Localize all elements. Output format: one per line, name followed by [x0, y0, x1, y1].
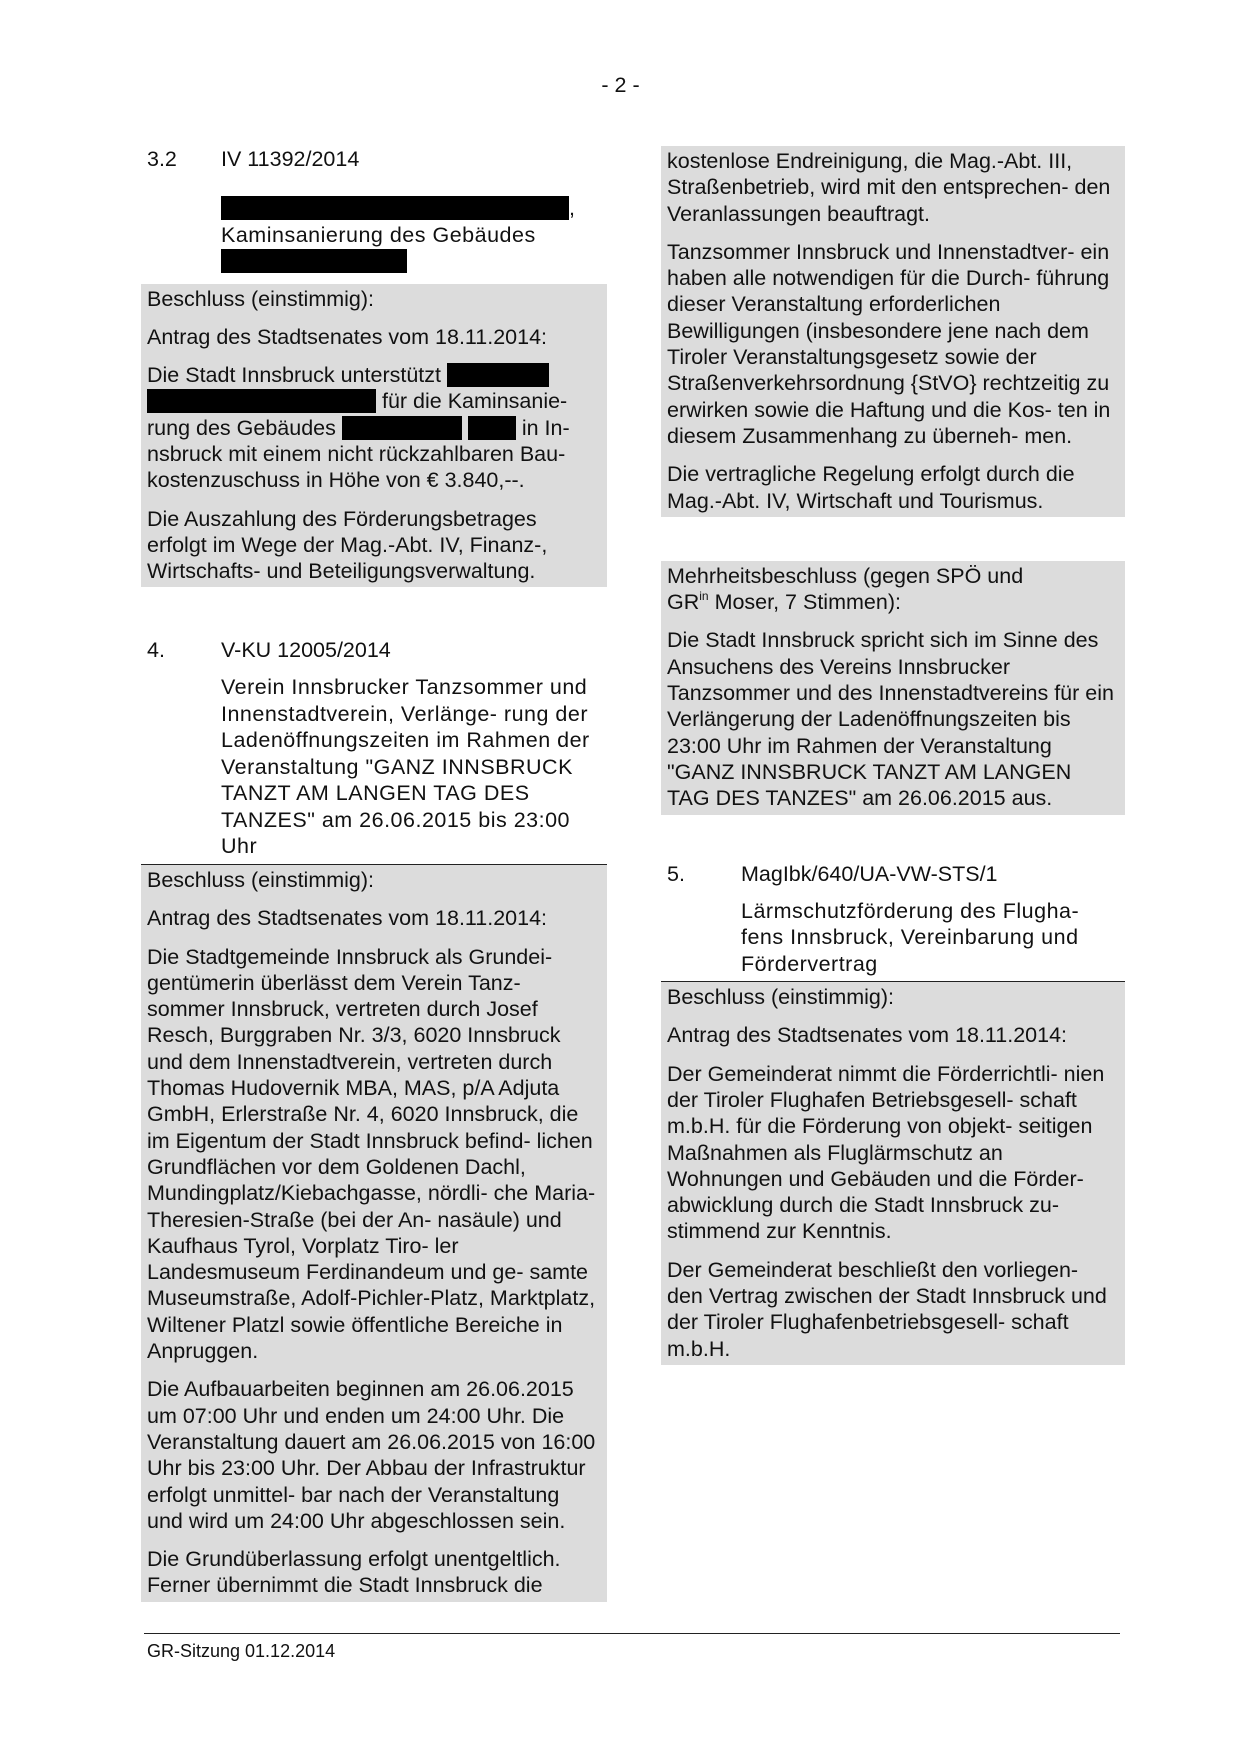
agenda-item-3-2 — [147, 146, 601, 587]
redacted-block — [447, 363, 549, 387]
left-column — [147, 146, 601, 1602]
resolution-paragraph: Die vertragliche Regelung erfolgt durch die Mag.-Abt. IV, Wirtschaft und Tourismus. — [667, 462, 1075, 513]
resolution-paragraph: Die Stadt Innsbruck unterstützt für die Kaminsanie- rung des Gebäudes in In- nsbruck mit einem nicht rückzahlbaren Bau- kostenzuschuss in Höhe von € 3.840,--. — [147, 363, 570, 493]
redacted-block — [147, 389, 376, 413]
item-number: 5. — [667, 861, 685, 886]
agenda-item-5 — [667, 861, 1119, 1365]
resolution-paragraph: Der Gemeinderat beschließt den vorliegen- den Vertrag zwischen der Stadt Innsbruck und der Tiroler Flughafenbetriebsgesell- schaft m.b.H. — [667, 1257, 1107, 1361]
footer-text: GR-Sitzung 01.12.2014 — [147, 1641, 336, 1661]
resolution-paragraph: Tanzsommer Innsbruck und Innenstadtver- ein haben alle notwendigen für die Durch- führung dieser Veranstaltung erforderlichen Bewilligungen (insbesondere jene nach dem Tiroler Veranstaltungsgesetz sowie der Straßenverkehrsordnung {StVO} rechtzeitig zu erwirken sowie die Haftung und die Kos- ten in diesem Zusammenhang zu überneh- men. — [667, 239, 1111, 448]
resolution-type: Beschluss (einstimmig): — [147, 286, 374, 311]
item-number: 3.2 — [147, 147, 177, 171]
item-heading — [147, 637, 601, 664]
resolution-paragraph: Die Stadtgemeinde Innsbruck als Grundei- gentümerin überlässt dem Verein Tanz- sommer Innsbruck, vertreten durch Josef Resch, Burggraben Nr. 3/3, 6020 Innsbruck und dem Innenstadtverein, vertreten durch Thomas Hudovernik MBA, MAS, p/A Adjuta GmbH, Erlerstraße Nr. 4, 6020 Innsbruck, die im Eigentum der Stadt Innsbruck befind- lichen Grundflächen vor dem Goldenen Dachl, Mundingplatz/Kiebachgasse, nördli- che Maria-Theresien-Straße (bei der An- nasäule) und Kaufhaus Tyrol, Vorplatz Tiro- ler Landesmuseum Ferdinandeum und ge- samte Museumstraße, Adolf-Pichler-Platz, Marktplatz, Wiltener Platzl sowie öffentliche Bereiche in Anpruggen. — [147, 944, 596, 1364]
resolution-paragraph: Die Grundüberlassung erfolgt unentgeltlich. Ferner übernimmt die Stadt Innsbruck die — [147, 1547, 561, 1598]
resolution-paragraph: kostenlose Endreinigung, die Mag.-Abt. III, Straßenbetrieb, wird mit den entsprechen- den Veranlassungen beauftragt. — [667, 149, 1111, 226]
redacted-block — [221, 249, 407, 273]
item-reference: MagIbk/640/UA-VW-STS/1 — [741, 861, 998, 886]
resolution-paragraph: Die Stadt Innsbruck spricht sich im Sinne des Ansuchens des Vereins Innsbrucker Tanzsommer und des Innenstadtvereins für ein Verlängerung der Ladenöffnungszeiten bis 23:00 Uhr im Rahmen der Veranstaltung "GANZ INNSBRUCK TANZT AM LANGEN TAG DES TANZES" am 26.06.2015 aus. — [667, 628, 1114, 811]
motion-line: Antrag des Stadtsenates vom 18.11.2014: — [667, 1023, 1068, 1048]
majority-resolution-type: Mehrheitsbeschluss (gegen SPÖ und $GR^{in}$ Moser, 7 Stimmen): — [667, 563, 1024, 615]
resolution-box — [141, 865, 607, 1602]
item-heading — [667, 861, 1119, 888]
majority-resolution-box — [661, 561, 1125, 815]
motion-line: Antrag des Stadtsenates vom 18.11.2014: — [147, 324, 548, 349]
resolution-box-continued — [661, 146, 1125, 517]
resolution-paragraph: Die Auszahlung des Förderungsbetrages erfolgt im Wege der Mag.-Abt. IV, Finanz-, Wirtschafts- und Beteiligungsverwaltung. — [147, 506, 548, 584]
redacted-block — [342, 416, 462, 440]
title-line: Kaminsanierung des Gebäudes — [221, 222, 536, 247]
right-column — [667, 146, 1119, 1365]
resolution-paragraph: Die Aufbauarbeiten beginnen am 26.06.2015 um 07:00 Uhr und enden um 24:00 Uhr. Die Veranstaltung dauert am 26.06.2015 von 16:00 Uhr bis 23:00 Uhr. Der Abbau der Infrastruktur erfolgt unmittel- bar nach der Veranstaltung und wird um 24:00 Uhr abgeschlossen sein. — [147, 1377, 596, 1533]
motion-line: Antrag des Stadtsenates vom 18.11.2014: — [147, 906, 548, 931]
resolution-type: Beschluss (einstimmig): — [667, 985, 894, 1010]
item-heading — [147, 146, 601, 173]
resolution-type: Beschluss (einstimmig): — [147, 867, 374, 892]
redacted-block — [468, 416, 516, 440]
item-reference: IV 11392/2014 — [221, 147, 360, 171]
footer-divider — [144, 1633, 1120, 1634]
item-title: Lärmschutzförderung des Flugha- fens Innsbruck, Vereinbarung und Fördervertrag — [741, 898, 1080, 976]
redacted-block — [221, 196, 569, 220]
page-number: - 2 - — [601, 73, 640, 97]
item-number: 4. — [147, 638, 165, 663]
item-reference: V-KU 12005/2014 — [221, 638, 391, 663]
agenda-item-4 — [147, 637, 601, 1601]
resolution-box — [141, 284, 607, 588]
resolution-paragraph: Der Gemeinderat nimmt die Förderrichtli- nien der Tiroler Flughafen Betriebsgesell- schaft m.b.H. für die Förderung von objekt- seitigen Maßnahmen als Fluglärmschutz an Wohnungen und Gebäuden und die Förder- abwicklung durch die Stadt Innsbruck zu- stimmend zur Kenntnis. — [667, 1061, 1105, 1244]
item-title — [221, 195, 601, 275]
item-title: Verein Innsbrucker Tanzsommer und Innenstadtverein, Verlänge- rung der Ladenöffnungszeiten im Rahmen der Veranstaltung "GANZ INNSBRUCK TANZT AM LANGEN TAG DES TANZES" am 26.06.2015 bis 23:00 Uhr — [221, 675, 590, 859]
title-comma: , — [569, 196, 576, 220]
resolution-box — [661, 982, 1125, 1365]
